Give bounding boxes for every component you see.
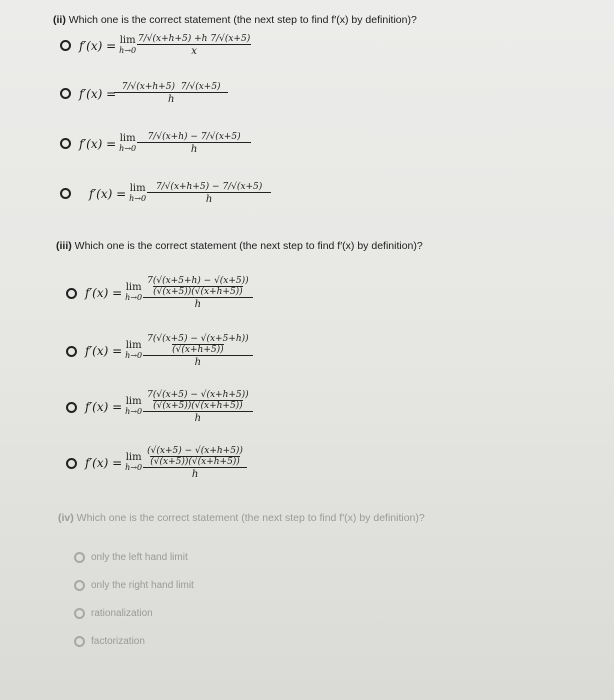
q3-option-d[interactable] (74, 636, 145, 647)
q2-option-b-fraction: 7(√(x+5) − √(x+5+h)) (√(x+h+5)) h (145, 334, 251, 368)
limit-operator: lim h→0 (125, 340, 143, 360)
q1-option-c-fraction: $\frac{7/√(x+h) - 7/√(x+5)}{h}$ (139, 132, 249, 155)
q2-option-a[interactable] (66, 276, 251, 310)
radio-button[interactable] (66, 346, 77, 357)
q2-option-d-lhs: f′(x) = (85, 456, 123, 470)
question-iii-number: (iii) (56, 240, 72, 252)
q3-option-b[interactable] (74, 580, 194, 591)
q1-option-b[interactable] (60, 82, 226, 105)
limit-operator: lim h→0 (129, 182, 147, 203)
radio-button[interactable] (66, 458, 77, 469)
q2-option-d-fraction: (√(x+5) − √(x+h+5)) (√(x+5))(√(x+h+5)) h (145, 446, 245, 480)
question-iv-text: Which one is the correct statement (the next step to find f′(x) by definition)? (76, 512, 425, 524)
limit-operator: lim h→0 (125, 452, 143, 472)
q2-option-d[interactable] (66, 446, 245, 480)
q3-option-a-label: only the left hand limit (91, 552, 188, 563)
limit-operator: lim h→0 (125, 282, 143, 302)
q3-option-d-label: factorization (91, 636, 145, 647)
q2-option-a-fraction: 7(√(x+5+h) − √(x+5)) (√(x+5))(√(x+h+5)) h (145, 276, 251, 310)
q1-option-d-fraction: $\frac{7/√(x+h+5) - 7/√(x+5)}{h}$ (149, 182, 269, 205)
radio-button[interactable] (74, 580, 85, 591)
radio-button[interactable] (66, 288, 77, 299)
q2-option-b-lhs: f′(x) = (85, 344, 123, 358)
q2-option-c-fraction: 7(√(x+5) − √(x+h+5)) (√(x+5))(√(x+h+5)) h (145, 390, 251, 424)
radio-button[interactable] (66, 402, 77, 413)
q1-option-a-lhs: f′(x) = (79, 38, 117, 53)
q2-option-c-lhs: f′(x) = (85, 400, 123, 414)
q1-option-d-lhs: f′(x) = (89, 186, 127, 201)
q2-option-a-lhs: f′(x) = (85, 286, 123, 300)
radio-button[interactable] (60, 188, 71, 199)
question-iii-text: Which one is the correct statement (the next step to find f′(x) by definition)? (74, 240, 423, 252)
question-ii (53, 14, 417, 26)
q2-option-b[interactable] (66, 334, 251, 368)
radio-button[interactable] (74, 636, 85, 647)
limit-operator: lim h→0 (119, 132, 137, 153)
question-ii-text: Which one is the correct statement (the next step to find f′(x) by definition)? (68, 14, 417, 26)
limit-operator: lim h→0 (125, 396, 143, 416)
q1-option-a-fraction: $\frac{7/√(x+h+5) +h 7/√(x+5)}{x}$ (138, 34, 251, 57)
question-iii (56, 240, 423, 252)
q3-option-a[interactable] (74, 552, 188, 563)
q1-option-b-lhs: f′(x) = (79, 86, 117, 101)
limit-operator: lim h→0 (119, 34, 137, 55)
q1-option-d[interactable] (60, 182, 269, 205)
q3-option-c-label: rationalization (91, 608, 153, 619)
q3-option-c[interactable] (74, 608, 153, 619)
question-ii-number: (ii) (53, 14, 66, 26)
radio-button[interactable] (60, 88, 71, 99)
q3-option-b-label: only the right hand limit (91, 580, 194, 591)
q1-option-a[interactable] (60, 34, 249, 57)
radio-button[interactable] (74, 552, 85, 563)
question-iv (58, 512, 425, 524)
q1-option-c-lhs: f′(x) = (79, 136, 117, 151)
q1-option-c[interactable] (60, 132, 249, 155)
radio-button[interactable] (60, 40, 71, 51)
radio-button[interactable] (74, 608, 85, 619)
question-iv-number: (iv) (58, 512, 74, 524)
radio-button[interactable] (60, 138, 71, 149)
q1-option-b-fraction: $\frac{7/√(x+h+5) 7/√(x+5)}{h}$ (116, 82, 226, 105)
q2-option-c[interactable] (66, 390, 251, 424)
